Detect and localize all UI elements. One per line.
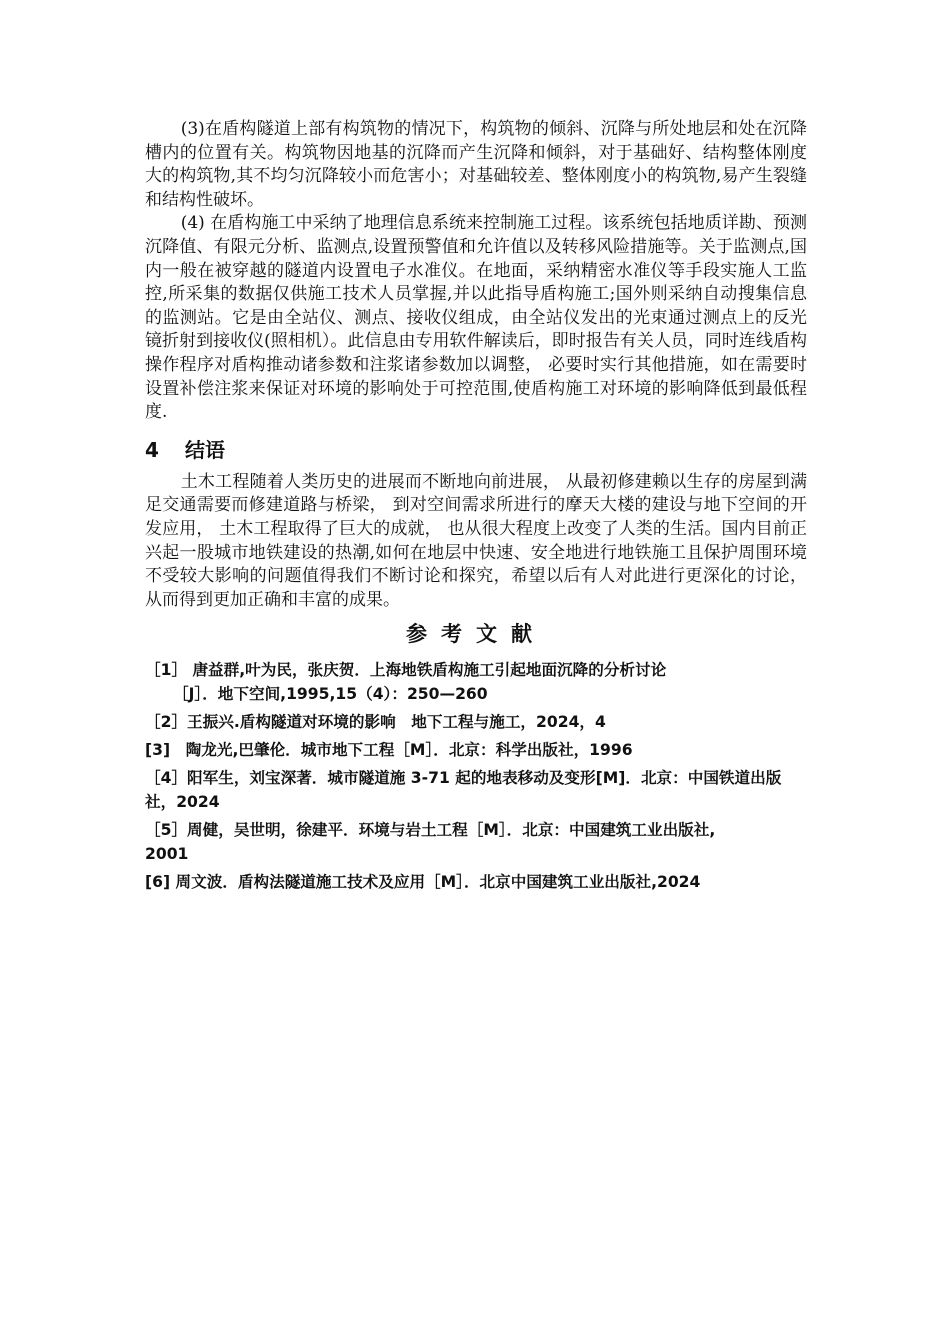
section-title: 结语 — [185, 437, 225, 462]
reference-line: ［4］阳军生，刘宝深著．城市隧道施 3-71 起的地表移动及变形[M]．北京：中国铁道出版社，2024 — [145, 769, 782, 812]
reference-item-1 — [145, 658, 807, 706]
reference-line: [3] 陶龙光,巴肇伦．城市地下工程［M］．北京：科学出版社，1996 — [145, 741, 633, 760]
paragraph-3: (3)在盾构隧道上部有构筑物的情况下，构筑物的倾斜、沉降与所处地层和处在沉降槽内的位置有关。构筑物因地基的沉降而产生沉降和倾斜，对于基础好、结构整体刚度大的构筑物,其不均匀沉降较小而危害小；对基础较差、整体刚度小的构筑物,易产生裂缝和结构性破坏。 — [145, 119, 807, 210]
document-page — [145, 118, 807, 898]
reference-item-4 — [145, 766, 807, 814]
reference-line: ［5］周健，吴世明，徐建平．环境与岩土工程［M］．北京：中国建筑工业出版社, — [145, 821, 716, 840]
reference-line-continued: ［J］．地下空间,1995,15（4）：250—260 — [173, 685, 488, 704]
reference-line: [6] 周文波．盾构法隧道施工技术及应用［M］．北京中国建筑工业出版社,2024 — [145, 873, 701, 892]
reference-item-5 — [145, 818, 807, 866]
reference-item-6 — [145, 870, 807, 894]
reference-item-2 — [145, 710, 807, 734]
section-heading-conclusion — [145, 437, 807, 463]
reference-line-continued: 2001 — [145, 845, 189, 864]
conclusion-paragraph: 土木工程随着人类历史的进展而不断地向前进展， 从最初修建赖以生存的房屋到满足交通需要而修建道路与桥梁， 到对空间需求所进行的摩天大楼的建设与地下空间的开发应用， 土木工程取得了巨大的成就， 也从很大程度上改变了人类的生活。国内目前正兴起一股城市地铁建设的热潮,如何在地层中快速、安全地进行地铁施工且保护周围环境不受较大影响的问题值得我们不断讨论和探究，希望以后有人对此进行更深化的讨论，从而得到更加正确和丰富的成果。 — [145, 471, 807, 610]
paragraph-4: (4) 在盾构施工中采纳了地理信息系统来控制施工过程。该系统包括地质详勘、预测沉降值、有限元分析、监测点,设置预警值和允许值以及转移风险措施等。关于监测点,国内一般在被穿越的隧道内设置电子水准仪。在地面，采纳精密水准仪等手段实施人工监控,所采集的数据仅供施工技术人员掌握,并以此指导盾构施工;国外则采纳自动搜集信息的监测站。它是由全站仪、测点、接收仪组成，由全站仪发出的光束通过测点上的反光镜折射到接收仪(照相机）。此信息由专用软件解读后，即时报告有关人员，同时连线盾构操作程序对盾构推动诸参数和注浆诸参数加以调整， 必要时实行其他措施，如在需要时设置补偿注浆来保证对环境的影响处于可控范围,使盾构施工对环境的影响降低到最低程度. — [145, 213, 807, 423]
reference-item-3 — [145, 738, 807, 762]
reference-line: ［2］王振兴.盾构隧道对环境的影响 地下工程与施工，2024，4 — [145, 713, 606, 732]
section-number: 4 — [145, 437, 159, 462]
reference-line: ［1］ 唐益群,叶为民，张庆贺．上海地铁盾构施工引起地面沉降的分析讨论 — [145, 661, 667, 680]
references-title: 参考文献 — [406, 622, 546, 647]
